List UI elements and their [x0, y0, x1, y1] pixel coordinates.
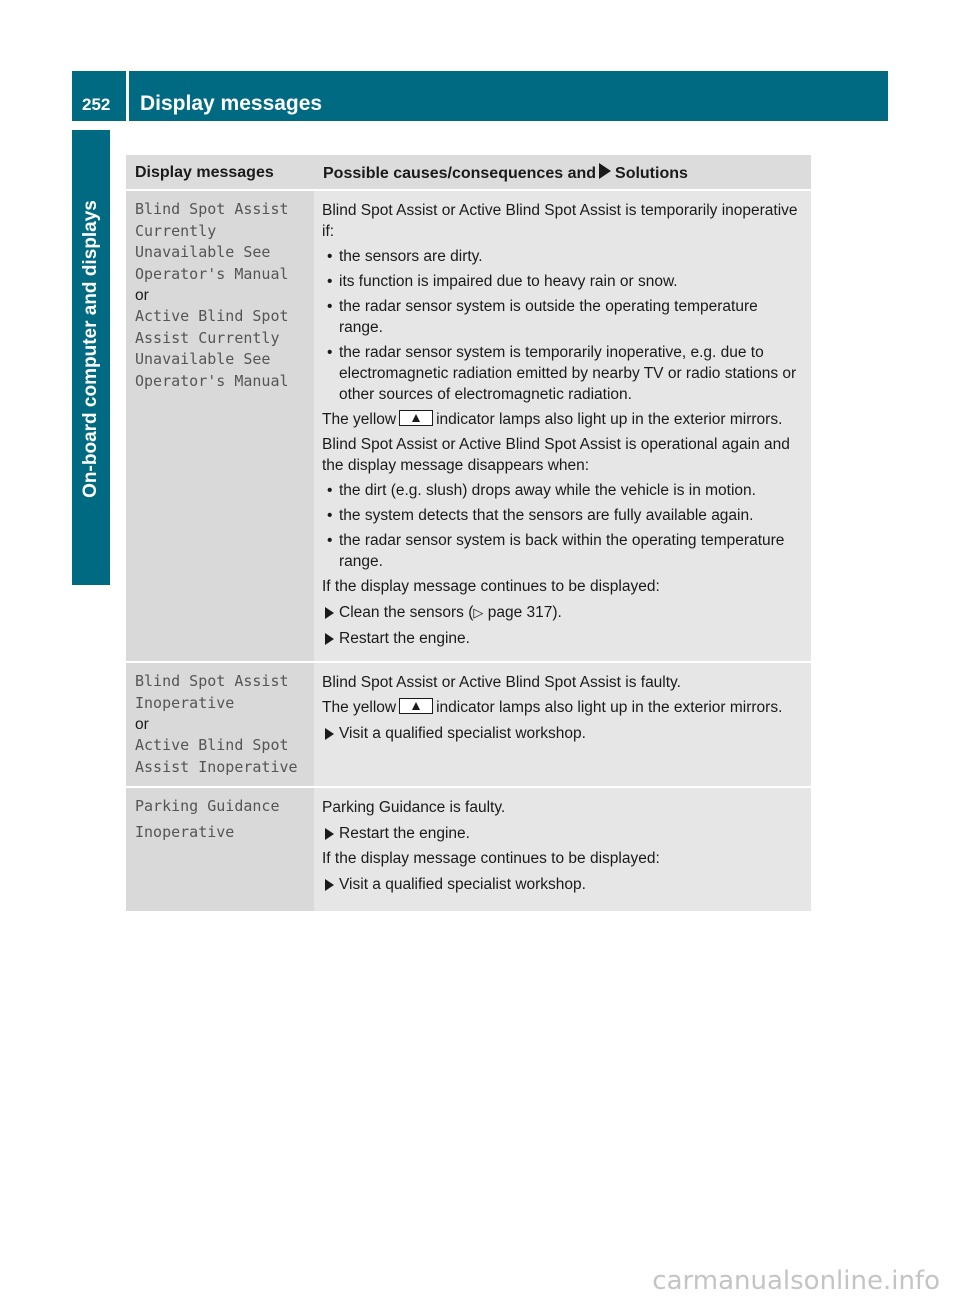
page-title: Display messages	[129, 71, 888, 121]
lamp-note	[322, 697, 803, 718]
continues-note: If the display message continues to be displayed:	[322, 578, 660, 595]
list-item	[322, 480, 803, 501]
list-item	[322, 530, 803, 572]
lamp-note-pre: The yellow	[322, 411, 397, 428]
action-arrow-icon	[325, 633, 334, 645]
action-arrow-icon	[325, 879, 334, 891]
table-row	[126, 190, 811, 662]
or-separator: or	[135, 716, 149, 733]
side-tab-square	[72, 529, 110, 585]
blind-spot-warning-lamp-icon	[399, 698, 433, 714]
cause-intro: Parking Guidance is faulty.	[322, 799, 506, 816]
action-text: Restart the engine.	[339, 825, 470, 842]
section-side-tab	[72, 130, 110, 585]
table-row	[126, 662, 811, 787]
action-arrow-icon	[325, 828, 334, 840]
lamp-note-pre: The yellow	[322, 699, 397, 716]
action-step	[322, 823, 803, 844]
lamp-note-post: indicator lamps also light up in the exterior mirrors.	[436, 699, 783, 716]
lamp-note	[322, 409, 803, 430]
display-message-text: Active Blind Spot Assist Inoperative	[135, 736, 298, 776]
display-message-text: Inoperative	[135, 822, 235, 841]
list-item	[322, 296, 803, 338]
action-step	[322, 628, 803, 649]
cause-intro: Blind Spot Assist or Active Blind Spot Assist is temporarily inoperative if:	[322, 202, 798, 240]
lamp-note-post: indicator lamps also light up in the exterior mirrors.	[436, 411, 783, 428]
column-header-display-messages: Display messages	[126, 155, 314, 190]
solution-cell	[314, 190, 811, 662]
list-item-text: the radar sensor system is temporarily inoperative, e.g. due to electromagnetic radiation emitted by nearby TV or radio stations or other sources of electromagnetic radiation.	[339, 344, 797, 403]
action-text: Visit a qualified specialist workshop.	[339, 725, 586, 742]
bullet-icon: •	[327, 273, 333, 290]
or-separator: or	[135, 287, 149, 304]
display-message-text: Blind Spot Assist Currently Unavailable See Operator's Manual	[135, 200, 289, 283]
page-header	[72, 71, 888, 121]
bullet-icon: •	[327, 344, 333, 361]
display-message-text: Parking Guidance	[135, 797, 280, 815]
action-step	[322, 723, 803, 744]
side-tab-label-wrap	[72, 169, 110, 529]
message-cell	[126, 662, 314, 787]
operational-note: Blind Spot Assist or Active Blind Spot Assist is operational again and the display message disappears when:	[322, 436, 790, 474]
action-arrow-icon	[325, 607, 334, 619]
list-item-text: the dirt (e.g. slush) drops away while the vehicle is in motion.	[339, 482, 756, 499]
page-reference-icon: ▷	[473, 605, 484, 620]
side-tab-label: On-board computer and displays	[80, 200, 101, 498]
message-cell	[126, 787, 314, 912]
bullet-icon: •	[327, 482, 333, 499]
display-message-text: Blind Spot Assist Inoperative	[135, 672, 289, 712]
list-item-text: its function is impaired due to heavy rain or snow.	[339, 273, 678, 290]
action-arrow-icon	[325, 728, 334, 740]
action-step	[322, 874, 803, 895]
cause-intro: Blind Spot Assist or Active Blind Spot Assist is faulty.	[322, 674, 681, 691]
action-step	[322, 602, 803, 623]
list-item-text: the radar sensor system is outside the operating temperature range.	[339, 298, 758, 336]
table-header-row	[126, 155, 811, 190]
action-text: Clean the sensors (	[339, 604, 474, 621]
continues-note: If the display message continues to be displayed:	[322, 850, 660, 867]
list-item	[322, 505, 803, 526]
list-item-text: the system detects that the sensors are fully available again.	[339, 507, 754, 524]
message-cell	[126, 190, 314, 662]
watermark: carmanualsonline.info	[652, 1266, 940, 1296]
action-text: Restart the engine.	[339, 630, 470, 647]
display-messages-table	[126, 155, 811, 913]
bullet-icon: •	[327, 248, 333, 265]
bullet-icon: •	[327, 298, 333, 315]
bullet-icon: •	[327, 532, 333, 549]
table-row	[126, 787, 811, 912]
list-item	[322, 246, 803, 267]
action-text: Visit a qualified specialist workshop.	[339, 876, 586, 893]
list-item	[322, 342, 803, 405]
solution-cell	[314, 787, 811, 912]
list-item-text: the sensors are dirty.	[339, 248, 483, 265]
list-item-text: the radar sensor system is back within the operating temperature range.	[339, 532, 785, 570]
page-number: 252	[72, 71, 126, 121]
list-item	[322, 271, 803, 292]
bullet-icon: •	[327, 507, 333, 524]
solutions-arrow-icon	[599, 163, 611, 179]
action-text: page 317).	[483, 604, 562, 621]
display-message-text: Active Blind Spot Assist Currently Unavailable See Operator's Manual	[135, 307, 289, 390]
solution-cell	[314, 662, 811, 787]
blind-spot-warning-lamp-icon	[399, 410, 433, 426]
column-header-solutions: Solutions	[615, 165, 688, 182]
column-header-causes: Possible causes/consequences and	[323, 165, 597, 182]
column-header-causes-solutions	[314, 155, 811, 190]
